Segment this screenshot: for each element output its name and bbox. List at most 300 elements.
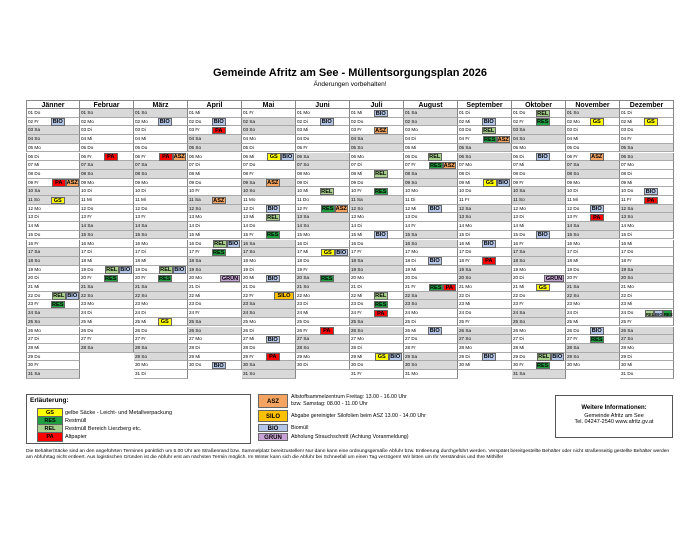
day-cell [350,213,404,222]
day-label: 16 Fr [513,240,524,246]
day-label: 23 Mi [459,301,471,307]
day-label: 07 Mi [513,162,525,168]
day-label: 13 Di [28,214,39,220]
collection-tag-pa: PA [159,153,173,161]
day-cell [26,196,80,205]
day-label: 05 Sa [621,144,634,150]
legend-title: Erläuterung: [30,397,69,404]
day-cell [404,344,458,353]
day-label: 07 Mo [459,162,472,168]
day-cell [80,283,134,292]
day-cell [350,231,404,240]
day-label: 06 Mi [243,153,255,159]
day-label: 09 So [405,179,418,185]
day-cell [458,109,512,118]
day-label: 10 Di [567,188,578,194]
collection-tag-pa: PA [443,284,457,292]
day-cell [566,257,620,266]
day-label: 26 Mi [405,327,417,333]
day-label: 15 Mi [189,231,201,237]
day-cell [242,144,296,153]
day-cell [188,153,242,162]
day-label: 16 Fr [28,240,39,246]
day-label: 12 Mi [405,205,417,211]
day-cell [404,170,458,179]
collection-tag-res: RES [105,275,117,282]
day-label: 03 Sa [513,127,526,133]
day-cell [26,231,80,240]
day-cell [296,126,350,135]
day-label: 30 Mo [567,362,580,368]
day-label: 24 Fr [351,310,362,316]
day-label: 22 So [567,292,580,298]
collection-tag-bio: BIO [267,336,278,343]
day-cell [512,370,566,379]
collection-tag-gs: GS [51,197,65,205]
day-cell [242,135,296,144]
day-cell [296,266,350,275]
day-cell [458,300,512,309]
day-cell [242,344,296,353]
day-label: 01 Mi [351,110,363,115]
collection-tag-gruen: GRÜN [545,275,563,282]
day-label: 06 Fr [567,153,578,159]
day-label: 21 Sa [135,284,148,289]
day-cell [350,300,404,309]
day-cell [566,353,620,362]
day-label: 28 So [297,344,310,350]
day-label: 20 Mi [243,275,255,281]
day-label: 03 Di [567,127,578,133]
day-label: 10 Fr [189,188,200,194]
collection-tag-bio: BIO [483,119,494,126]
collection-tag-bio: BIO [267,275,278,282]
day-cell [620,170,674,179]
day-cell [458,361,512,370]
day-label: 03 Mo [405,127,418,133]
legend2-tag-gruen: GRÜN [258,433,288,441]
day-cell [242,109,296,118]
day-cell [458,283,512,292]
day-cell [134,205,188,214]
day-cell [296,361,350,370]
day-cell [404,257,458,266]
legend2-tag-bio: BIO [258,424,288,432]
day-cell [242,257,296,266]
day-cell [80,266,134,275]
day-label: 24 Sa [28,310,41,316]
day-cell [26,161,80,170]
day-cell [458,309,512,318]
day-cell [26,266,80,275]
collection-tag-rel: REL [538,354,550,361]
day-cell [512,231,566,240]
day-label: 29 Mi [351,353,363,359]
day-label: 10 So [243,188,256,194]
day-label: 19 Do [81,266,94,272]
day-label: 14 Mo [459,223,472,229]
day-label: 21 Mi [513,284,525,289]
day-label: 07 Sa [135,162,148,168]
day-cell [134,344,188,353]
day-label: 05 Mo [513,144,526,150]
day-label: 04 Mi [135,136,147,142]
collection-tag-gs: GS [590,118,604,126]
collection-tag-res: RES [159,275,171,282]
day-label: 18 Mi [135,257,147,263]
day-label: 11 Mo [243,197,256,202]
day-label: 22 Di [459,292,470,298]
collection-tag-bio: BIO [174,267,185,274]
info-line2: Tel. 04247-2540 www.afritz.gv.at [574,419,654,425]
day-label: 11 Fr [459,197,470,202]
day-cell [620,231,674,240]
day-label: 17 Di [81,249,92,255]
day-label: 09 Do [351,179,364,185]
collection-tag-pa: PA [320,327,334,335]
day-cell [350,118,404,127]
day-cell [350,222,404,231]
day-label: 18 Sa [189,257,202,263]
day-cell [80,248,134,257]
day-label: 27 Fr [135,336,146,342]
day-label: 31 Mo [405,371,418,376]
day-cell [350,126,404,135]
collection-tag-bio: BIO [213,362,224,369]
day-label: 18 So [513,257,526,263]
day-cell [296,300,350,309]
day-label: 14 Mi [513,223,525,229]
day-cell [350,344,404,353]
day-label: 14 Mo [621,223,634,229]
day-cell [296,135,350,144]
day-label: 26 Do [135,327,148,333]
legend-box [26,394,251,444]
day-cell [134,222,188,231]
day-label: 22 Mo [297,292,310,298]
day-label: 14 Fr [405,223,416,229]
day-label: 28 Mo [621,344,634,350]
day-cell [350,179,404,188]
day-cell [134,161,188,170]
day-cell [512,361,566,370]
day-cell [404,118,458,127]
day-cell [566,187,620,196]
collection-tag-gs: GS [321,249,335,257]
day-cell [26,179,80,188]
collection-tag-rel: REL [160,267,172,274]
day-label: 12 Do [81,205,94,211]
month-header-11: Dezember [620,100,674,109]
day-label: 23 Mo [135,301,148,307]
day-cell [512,248,566,257]
day-cell [620,248,674,257]
collection-tag-asz: ASZ [497,136,509,143]
day-label: 30 Mi [459,362,471,368]
day-label: 11 Mi [567,197,578,202]
day-cell [350,144,404,153]
day-label: 01 Di [621,110,632,115]
day-cell [350,353,404,362]
day-cell [296,344,350,353]
day-cell [188,144,242,153]
day-label: 05 Mo [28,144,41,150]
collection-tag-res: RES [664,311,673,317]
legend-text-gs: gelbe Säcke - Leicht- und Metallverpackung [65,410,173,416]
collection-tag-bio: BIO [228,241,239,248]
day-label: 11 So [513,197,525,202]
day-cell [620,344,674,353]
info-box [555,395,673,438]
day-cell [296,283,350,292]
day-label: 12 So [351,205,364,211]
day-cell [566,213,620,222]
day-cell [242,283,296,292]
day-cell [350,135,404,144]
day-cell [620,257,674,266]
day-label: 02 Mo [135,118,148,124]
collection-tag-pa: PA [104,153,118,161]
day-cell [296,318,350,327]
collection-tag-res: RES [375,301,387,308]
day-label: 13 Do [405,214,418,220]
day-label: 11 Fr [621,197,632,202]
day-label: 31 Sa [28,371,41,376]
day-label: 02 Fr [513,118,524,124]
day-cell [458,353,512,362]
day-label: 15 Di [459,231,470,237]
day-label: 04 Fr [621,136,632,142]
day-cell [350,161,404,170]
day-label: 27 So [621,336,634,342]
day-label: 20 Do [405,275,418,281]
collection-tag-asz: ASZ [173,154,185,161]
legend-tag-rel: REL [37,424,63,434]
day-label: 09 Di [297,179,308,185]
day-cell [404,187,458,196]
day-label: 24 Do [621,310,634,316]
day-cell [620,126,674,135]
collection-tag-bio: BIO [336,249,347,256]
day-cell [566,222,620,231]
day-label: 21 Di [189,284,200,289]
day-cell [404,353,458,362]
day-label: 22 Sa [405,292,418,298]
day-cell [566,361,620,370]
day-cell [620,240,674,249]
day-label: 26 Fr [297,327,308,333]
day-cell [26,248,80,257]
day-label: 24 Fr [189,310,200,316]
day-cell [350,335,404,344]
day-label: 03 Do [459,127,472,133]
day-label: 15 Mo [297,231,310,237]
day-label: 09 Mo [567,179,580,185]
day-label: 30 Sa [243,362,256,368]
day-cell [458,213,512,222]
day-label: 21 Fr [405,284,416,289]
day-label: 19 So [351,266,364,272]
day-cell [188,240,242,249]
day-cell [620,266,674,275]
collection-tag-rel: REL [214,241,226,248]
day-cell [566,135,620,144]
month-header-4: Mai [242,100,296,109]
day-label: 31 Fr [351,371,362,376]
day-cell [458,187,512,196]
day-label: 30 Fr [513,362,524,368]
day-cell [80,274,134,283]
collection-tag-bio: BIO [498,180,509,187]
day-label: 13 Mo [189,214,202,220]
day-cell [350,274,404,283]
day-cell [620,222,674,231]
day-label: 20 Di [513,275,524,281]
day-label: 13 So [621,214,634,220]
day-label: 27 Fr [81,336,92,342]
day-label: 08 Di [459,170,470,176]
day-label: 10 Sa [513,188,526,194]
day-label: 21 Di [351,284,362,289]
day-label: 17 Sa [513,249,526,255]
day-label: 27 Fr [567,336,578,342]
day-cell [404,300,458,309]
collection-tag-pa: PA [482,257,496,265]
day-cell [512,161,566,170]
day-cell [296,187,350,196]
day-label: 23 Sa [243,301,256,307]
day-label: 18 Di [405,257,416,263]
day-cell [188,205,242,214]
day-cell [620,361,674,370]
day-cell [134,327,188,336]
collection-tag-rel: REL [483,127,495,134]
day-cell [350,240,404,249]
day-label: 14 Sa [81,223,94,229]
day-label: 06 Mo [351,153,364,159]
day-cell [242,231,296,240]
day-label: 01 Di [459,110,470,115]
day-label: 16 Do [351,240,364,246]
day-label: 01 So [567,110,580,115]
day-cell [26,109,80,118]
collection-tag-rel: REL [321,188,333,195]
day-cell [512,126,566,135]
day-cell [566,126,620,135]
day-label: 29 Di [459,353,470,359]
day-label: 04 Sa [351,136,364,142]
month-header-5: Juni [296,100,350,109]
day-label: 06 Do [405,153,418,159]
day-label: 15 Do [28,231,41,237]
collection-tag-rel: REL [106,267,118,274]
day-label: 20 So [459,275,472,281]
day-label: 19 Sa [459,266,472,272]
day-label: 30 Di [297,362,308,368]
day-cell [620,353,674,362]
collection-tag-res: RES [430,284,442,291]
collection-tag-pa: PA [266,353,280,361]
day-cell [188,187,242,196]
day-cell [188,222,242,231]
legend2-row-silo [258,410,438,422]
day-label: 25 So [28,318,41,324]
day-cell [350,370,404,379]
day-label: 30 Mi [621,362,633,368]
day-label: 16 Sa [243,240,256,246]
day-cell [242,309,296,318]
day-cell [458,161,512,170]
day-cell [134,361,188,370]
day-cell [350,327,404,336]
day-cell [80,292,134,301]
day-cell [296,213,350,222]
day-cell [566,292,620,301]
day-label: 26 Do [81,327,94,333]
day-label: 02 Fr [28,118,39,124]
collection-tag-rel: REL [537,110,549,117]
day-label: 03 Mi [297,127,309,133]
day-label: 29 Do [513,353,526,359]
day-label: 07 So [297,162,310,168]
day-label: 06 So [459,153,472,159]
day-cell [512,118,566,127]
legend2-text-bio: Biomüll [291,425,309,431]
day-label: 17 Sa [28,249,41,255]
day-label: 10 Di [81,188,92,194]
day-label: 28 Do [243,344,256,350]
day-label: 17 Do [459,249,472,255]
day-label: 07 Di [189,162,200,168]
day-cell [566,205,620,214]
collection-tag-rel: REL [375,293,387,300]
day-label: 04 Mi [567,136,579,142]
day-label: 01 Do [513,110,526,115]
day-label: 26 So [189,327,202,333]
day-cell [512,205,566,214]
collection-tag-bio: BIO [267,206,278,213]
collection-tag-bio: BIO [552,354,563,361]
collection-tag-bio: BIO [591,206,602,213]
day-cell [512,318,566,327]
day-label: 25 Fr [459,318,470,324]
day-cell [350,205,404,214]
day-cell [80,327,134,336]
day-label: 11 Sa [351,197,363,202]
day-label: 09 Do [189,179,202,185]
day-cell [566,118,620,127]
collection-tag-bio: BIO [591,328,602,335]
day-cell [80,170,134,179]
day-label: 08 Mi [351,170,363,176]
legend2-text-silo: Abgabe gereinigter Silofolien beim ASZ 13.00 - 14.00 Uhr [291,413,426,419]
day-label: 19 Sa [621,266,634,272]
collection-tag-gs: GS [158,318,172,326]
day-cell [512,309,566,318]
day-cell [512,222,566,231]
day-label: 20 So [621,275,634,281]
day-label: 12 Sa [621,205,634,211]
day-label: 28 Di [351,344,362,350]
day-cell [404,318,458,327]
legend-text-res: Restmüll [65,418,87,424]
day-label: 20 Mo [351,275,364,281]
day-cell [620,161,674,170]
day-cell [242,153,296,162]
day-label: 27 Mi [243,336,255,342]
day-label: 23 Do [351,301,364,307]
day-cell [26,300,80,309]
